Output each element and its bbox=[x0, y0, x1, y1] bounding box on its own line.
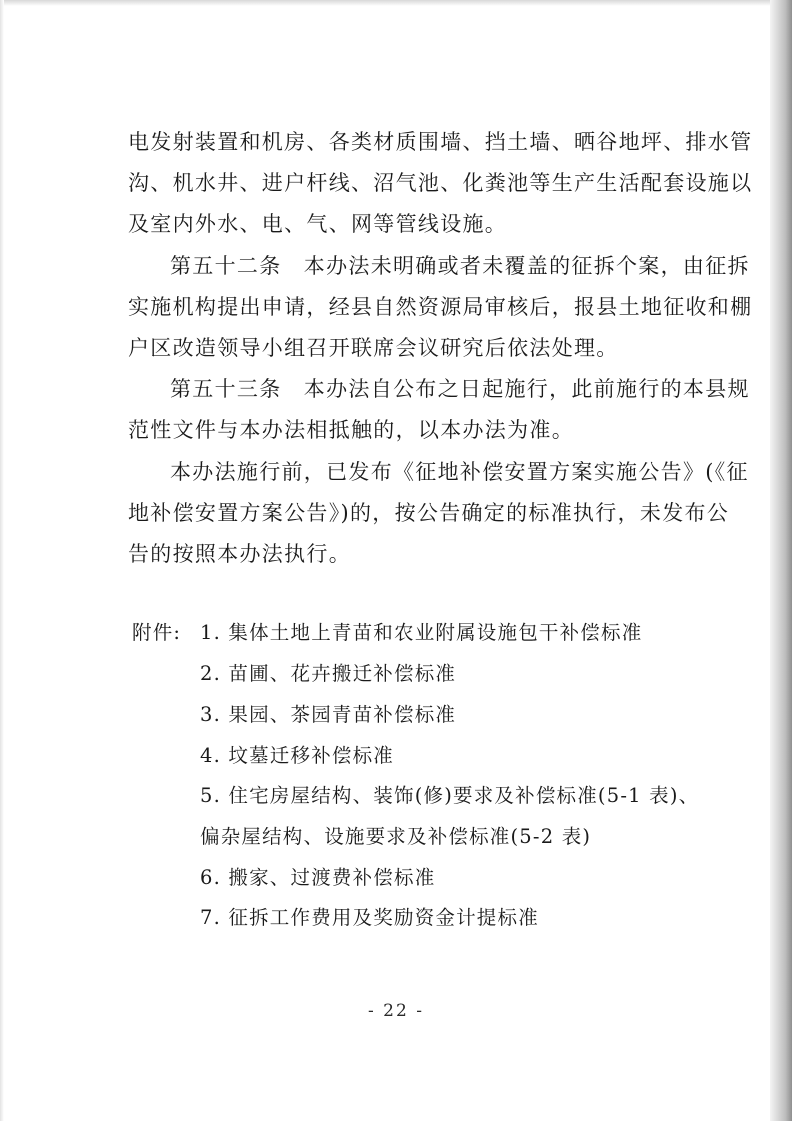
page-number: - 22 - bbox=[368, 1001, 424, 1021]
transition-line-3: 告的按照本办法执行。 bbox=[128, 542, 351, 566]
article-52-line-1: 第五十二条 本办法未明确或者未覆盖的征拆个案，由征拆 bbox=[170, 254, 750, 278]
attachment-item-6: 6. 搬家、过渡费补偿标准 bbox=[200, 866, 436, 889]
body-line-1: 电发射装置和机房、各类材质围墙、挡土墙、晒谷地坪、排水管 bbox=[128, 130, 753, 154]
attachment-item-7: 7. 征拆工作费用及奖励资金计提标准 bbox=[200, 906, 539, 929]
transition-line-2: 地补偿安置方案公告》)的，按公告确定的标准执行，未发布公 bbox=[128, 501, 730, 525]
body-line-3: 及室内外水、电、气、网等管线设施。 bbox=[128, 212, 508, 236]
attachments-label: 附件: bbox=[132, 621, 182, 644]
body-line-2: 沟、机水井、进户杆线、沼气池、化粪池等生产生活配套设施以 bbox=[128, 171, 753, 195]
article-53-line-2: 范性文件与本办法相抵触的，以本办法为准。 bbox=[128, 418, 574, 442]
attachment-item-1: 1. 集体土地上青苗和农业附属设施包干补偿标准 bbox=[200, 621, 643, 644]
article-52-line-2: 实施机构提出申请，经县自然资源局审核后，报县土地征收和棚 bbox=[128, 295, 753, 319]
attachment-item-2: 2. 苗圃、花卉搬迁补偿标准 bbox=[200, 662, 457, 685]
attachment-item-5-continued: 偏杂屋结构、设施要求及补偿标准(5-2 表) bbox=[200, 825, 592, 848]
attachment-item-5: 5. 住宅房屋结构、装饰(修)要求及补偿标准(5-1 表)、 bbox=[200, 784, 700, 807]
article-52-line-3: 户区改造领导小组召开联席会议研究后依法处理。 bbox=[128, 336, 619, 360]
attachment-item-4: 4. 坟墓迁移补偿标准 bbox=[200, 744, 395, 767]
transition-line-1: 本办法施行前，已发布《征地补偿安置方案实施公告》(《征 bbox=[170, 460, 749, 484]
attachment-item-3: 3. 果园、茶园青苗补偿标准 bbox=[200, 703, 457, 726]
article-53-line-1: 第五十三条 本办法自公布之日起施行，此前施行的本县规 bbox=[170, 377, 750, 401]
